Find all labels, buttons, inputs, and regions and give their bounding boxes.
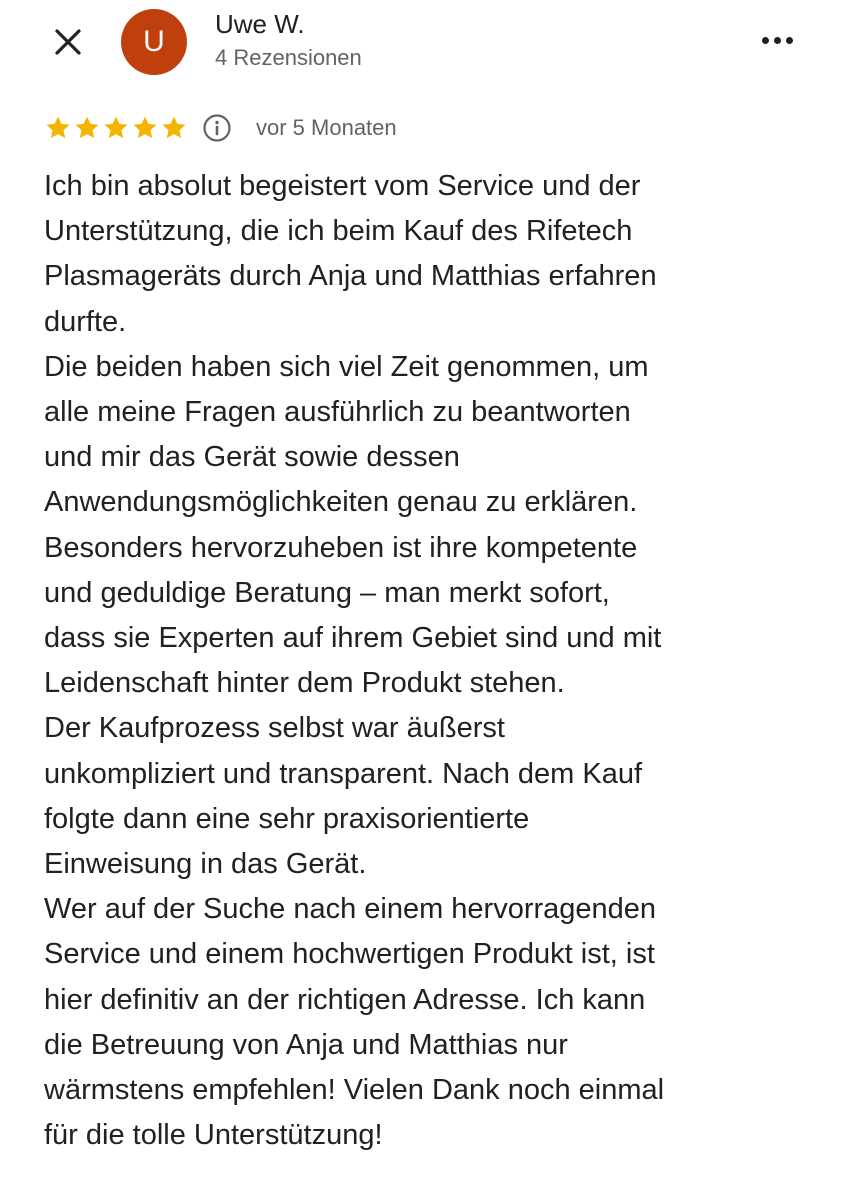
avatar-letter: U — [143, 25, 165, 58]
star-icon — [44, 114, 72, 142]
close-icon — [53, 27, 83, 57]
review-text-line: wärmstens empfehlen! Vielen Dank noch einmal — [44, 1074, 665, 1107]
review-date: vor 5 Monaten — [256, 115, 397, 140]
review-text-line: Service und einem hochwertigen Produkt ist, ist — [44, 938, 655, 971]
review-text-line: unkompliziert und transparent. Nach dem Kauf — [44, 757, 643, 790]
star-icon — [73, 114, 101, 142]
review-text-line: Die beiden haben sich viel Zeit genommen, um — [44, 350, 649, 383]
star-icon — [102, 114, 130, 142]
review-text-line: Unterstützung, die ich beim Kauf des Rifetech — [44, 215, 633, 248]
review-text-line: Wer auf der Suche nach einem hervorragenden — [44, 893, 657, 926]
rating-row — [44, 108, 397, 148]
review-text-line: Plasmageräts durch Anja und Matthias erfahren — [44, 260, 657, 293]
more-horizontal-icon — [762, 37, 769, 44]
more-options-button[interactable] — [752, 22, 802, 58]
star-rating — [44, 114, 188, 142]
review-text-line: die Betreuung von Anja und Matthias nur — [44, 1028, 568, 1061]
review-text-line: für die tolle Unterstützung! — [44, 1119, 383, 1152]
review-text-line: Leidenschaft hinter dem Produkt stehen. — [44, 667, 565, 700]
star-icon — [131, 114, 159, 142]
review-text-line: alle meine Fragen ausführlich zu beantworten — [44, 396, 631, 429]
review-text-line: dass sie Experten auf ihrem Gebiet sind und mit — [44, 622, 662, 655]
info-icon — [202, 113, 232, 143]
review-text-line: und mir das Gerät sowie dessen — [44, 441, 460, 474]
more-horizontal-icon-dot — [786, 37, 793, 44]
review-text-line: Der Kaufprozess selbst war äußerst — [44, 712, 505, 745]
review-text — [44, 164, 834, 1158]
review-text-line: Besonders hervorzuheben ist ihre kompetente — [44, 531, 638, 564]
review-text-line: durfte. — [44, 305, 127, 338]
avatar[interactable] — [121, 9, 187, 75]
review-text-line: und geduldige Beratung – man merkt sofort, — [44, 576, 610, 609]
review-text-line: Anwendungsmöglichkeiten genau zu erklären. — [44, 486, 638, 519]
more-horizontal-icon-dot — [774, 37, 781, 44]
close-button[interactable] — [44, 18, 92, 66]
info-button[interactable] — [202, 113, 232, 143]
review-text-line: hier definitiv an der richtigen Adresse. Ich kann — [44, 983, 646, 1016]
review-text-line: folgte dann eine sehr praxisorientierte — [44, 802, 530, 835]
review-text-line: Einweisung in das Gerät. — [44, 848, 367, 881]
author-review-count: 4 Rezensionen — [215, 45, 362, 70]
review-text-line: Ich bin absolut begeistert vom Service und der — [44, 170, 641, 202]
review-header — [0, 0, 845, 100]
star-icon — [160, 114, 188, 142]
author-name[interactable]: Uwe W. — [215, 9, 305, 39]
